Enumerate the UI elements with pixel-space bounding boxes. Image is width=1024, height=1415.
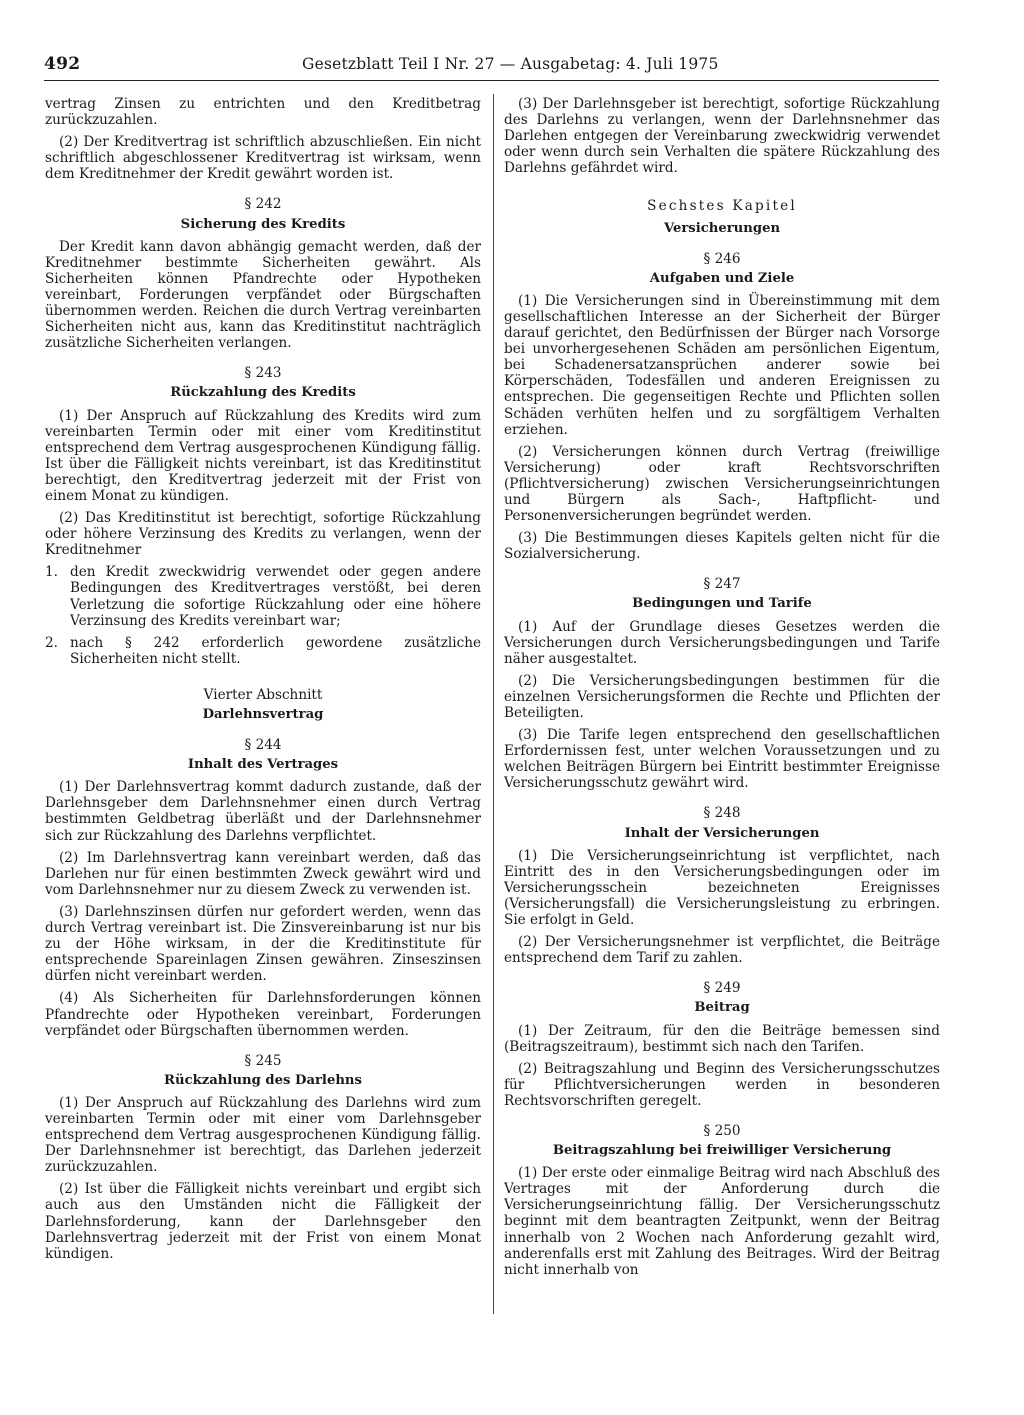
list-text: nach § 242 erforderlich gewordene zusätzliche Sicherheiten nicht stellt. bbox=[70, 634, 481, 667]
paragraph: (2) Der Versicherungsnehmer ist verpflichtet, die Beiträge entsprechend dem Tarif zu zahlen. bbox=[504, 934, 940, 967]
paragraph: (2) Ist über die Fälligkeit nichts vereinbart und ergibt sich auch aus den Umständen nicht die Fälligkeit der Darlehnsforderung, kann der Darlehnsgeber den Darlehnsvertrag jederzeit mit der Frist von einem Monat kündigen. bbox=[45, 1181, 481, 1262]
paragraph: (1) Der Darlehnsvertrag kommt dadurch zustande, daß der Darlehnsgeber dem Darlehnsnehmer einen durch Vertrag bestimmten Geldbetrag überläßt und der Darlehnsnehmer sich zur Rückzahlung des Darlehns verpflichtet. bbox=[45, 779, 481, 844]
section-title: Inhalt der Versicherungen bbox=[624, 825, 820, 841]
section-title: Beitrag bbox=[694, 1000, 750, 1016]
paragraph: (2) Versicherungen können durch Vertrag (freiwillige Versicherung) oder kraft Rechtsvorschriften (Pflichtversicherung) zwischen Versicherungseinrichtungen und Bürgern als Sach-, Haftpflicht- und Personenversicherungen begründet werden. bbox=[504, 443, 940, 525]
header-title: Gesetzblatt Teil I Nr. 27 — Ausgabetag: 4. Juli 1975 bbox=[302, 55, 719, 73]
paragraph: (3) Der Darlehnsgeber ist berechtigt, sofortige Rückzahlung des Darlehns zu verlangen, wenn der Darlehnsnehmer das Darlehen entgegen der Vereinbarung zweckwidrig verwendet oder wenn durch sein Verhalten die spätere Rückzahlung des Darlehns gefährdet wird. bbox=[504, 96, 940, 177]
section-number: § 249 bbox=[703, 980, 741, 997]
section-number: § 246 bbox=[703, 250, 741, 267]
section-number: § 242 bbox=[244, 196, 282, 213]
section-title: Aufgaben und Ziele bbox=[649, 270, 795, 286]
paragraph: (2) Die Versicherungsbedingungen bestimmen für die einzelnen Versicherungsformen die Rechte und Pflichten der Beteiligten. bbox=[504, 672, 940, 721]
section-number: § 243 bbox=[244, 365, 282, 382]
header-rule bbox=[44, 80, 939, 81]
paragraph: (1) Die Versicherungseinrichtung ist verpflichtet, nach Eintritt des in den Versicherungsbedingungen oder im Versicherungsschein bezeichneten Ereignisses (Versicherungsfall) die Versicherungsleistung zu erbringen. Sie erfolgt in Geld. bbox=[504, 847, 940, 929]
section-title: Inhalt des Vertrages bbox=[187, 757, 339, 773]
chapter-title: Versicherungen bbox=[663, 220, 781, 236]
column-divider bbox=[493, 94, 494, 1314]
paragraph: (1) Der erste oder einmalige Beitrag wird nach Abschluß des Vertrages mit der Anforderung durch die Versicherungseinrichtung fällig. Der Versicherungsschutz beginnt mit dem beantragten Zeitpunkt, wenn der Beitrag innerhalb von 2 Wochen nach Anforderung gezahlt wird, anderenfalls erst mit Zahlung des Beitrages. Wird der Beitrag nicht innerhalb von bbox=[504, 1165, 940, 1278]
paragraph: (3) Die Bestimmungen dieses Kapitels gelten nicht für die Sozialversicherung. bbox=[504, 530, 940, 563]
paragraph: (4) Als Sicherheiten für Darlehnsforderungen können Pfandrechte oder Hypotheken vereinbart, Forderungen verpfändet oder Bürgschaften übernommen werden. bbox=[45, 990, 481, 1039]
section-number: § 248 bbox=[703, 805, 741, 822]
page-number: 492 bbox=[44, 54, 81, 74]
section-number: § 245 bbox=[244, 1052, 282, 1069]
section-number: § 247 bbox=[703, 576, 741, 593]
list-number: 2. bbox=[45, 634, 58, 651]
paragraph: (1) Der Zeitraum, für den die Beiträge bemessen sind (Beitragszeitraum), bestimmt sich nach den Tarifen. bbox=[504, 1022, 940, 1055]
section-title: Bedingungen und Tarife bbox=[632, 596, 812, 612]
section-number: § 244 bbox=[244, 737, 282, 754]
section-title: Rückzahlung des Darlehns bbox=[164, 1072, 362, 1088]
right-column bbox=[504, 96, 940, 1284]
list-item bbox=[45, 564, 481, 628]
paragraph: (2) Beitragszahlung und Beginn des Versicherungsschutzes für Pflichtversicherungen werden in besonderen Rechtsvorschriften geregelt. bbox=[504, 1060, 940, 1109]
page-header bbox=[44, 54, 939, 80]
paragraph: (3) Darlehnszinsen dürfen nur gefordert werden, wenn das durch Vertrag vereinbart ist. Die Zinsvereinbarung ist nur bis zu der Höhe wirksam, in der die Kreditinstitute für entsprechende Spareinlagen Zinsen gewähren. Zinseszinsen dürfen nicht vereinbart werden. bbox=[45, 903, 481, 985]
paragraph: (2) Im Darlehnsvertrag kann vereinbart werden, daß das Darlehen nur für einen bestimmten Zweck gewährt wird und vom Darlehnsnehmer nur zu diesem Zweck zu verwenden ist. bbox=[45, 849, 481, 898]
part-heading: Vierter Abschnitt bbox=[203, 686, 323, 703]
paragraph: (2) Der Kreditvertrag ist schriftlich abzuschließen. Ein nicht schriftlich abgeschlossener Kreditvertrag ist wirksam, wenn dem Kreditnehmer der Kredit gewährt worden ist. bbox=[45, 134, 481, 183]
paragraph: (1) Der Anspruch auf Rückzahlung des Kredits wird zum vereinbarten Termin oder mit einer vom Kreditinstitut entsprechend dem Vertrag ausgesprochenen Kündigung fällig. Ist über die Fälligkeit nichts vereinbart, ist das Kreditinstitut berechtigt, den Kreditvertrag jederzeit mit der Frist von einem Monat zu kündigen. bbox=[45, 407, 481, 504]
paragraph: Der Kredit kann davon abhängig gemacht werden, daß der Kreditnehmer bestimmte Sicherheiten gewährt. Als Sicherheiten können Pfandrechte oder Hypotheken vereinbart, Forderungen verpfändet oder Bürgschaften übernommen werden. Reichen die durch Vertrag vereinbarten Sicherheiten nicht aus, kann das Kreditinstitut nachträglich zusätzliche Sicherheiten verlangen. bbox=[45, 238, 481, 352]
part-title: Darlehnsvertrag bbox=[202, 707, 324, 722]
paragraph: (1) Auf der Grundlage dieses Gesetzes werden die Versicherungen durch Versicherungsbedingungen und Tarife näher ausgestaltet. bbox=[504, 618, 940, 667]
section-number: § 250 bbox=[703, 1122, 741, 1139]
paragraph: (1) Die Versicherungen sind in Übereinstimmung mit dem gesellschaftlichen Interesse an der Sicherheit der Bürger darauf gerichtet, den Bedürfnissen der Bürger nach Vorsorge bei unvorhergesehenen Schäden am persönlichen Eigentum, bei Schadenersatzansprüchen anderer sowie bei Körperschäden, Todesfällen und anderen Ereignissen zu entsprechen. Die gegenseitigen Rechte und Pflichten sollen Schäden verhüten helfen und zu sorgfältigem Verhalten erziehen. bbox=[504, 292, 940, 438]
left-column bbox=[45, 96, 481, 1268]
section-title: Rückzahlung des Kredits bbox=[170, 385, 356, 401]
list-number: 1. bbox=[45, 564, 58, 581]
chapter-heading: Sechstes Kapitel bbox=[647, 198, 797, 215]
paragraph: (2) Das Kreditinstitut ist berechtigt, sofortige Rückzahlung oder höhere Verzinsung des Kredits zu verlangen, wenn der Kreditnehmer bbox=[45, 510, 481, 559]
list-item bbox=[45, 635, 481, 667]
section-title: Beitragszahlung bei freiwilliger Versicherung bbox=[552, 1143, 892, 1159]
paragraph: vertrag Zinsen zu entrichten und den Kreditbetrag zurückzuzahlen. bbox=[45, 96, 481, 129]
paragraph: (1) Der Anspruch auf Rückzahlung des Darlehns wird zum vereinbarten Termin oder mit einer vom Darlehnsgeber entsprechend dem Vertrag ausgesprochenen Kündigung fällig. Der Darlehnsnehmer ist berechtigt, das Darlehen jederzeit zurückzuzahlen. bbox=[45, 1094, 481, 1176]
paragraph: (3) Die Tarife legen entsprechend den gesellschaftlichen Erfordernissen fest, unter welchen Voraussetzungen und zu welchen Beiträgen Bürgern bei Eintritt bestimmter Ereignisse Versicherungsschutz gewährt wird. bbox=[504, 727, 940, 792]
section-title: Sicherung des Kredits bbox=[180, 216, 346, 232]
list-text: den Kredit zweckwidrig verwendet oder gegen andere Bedingungen des Kreditvertrages verstößt, bei deren Verletzung die sofortige Rückzahlung oder eine höhere Verzinsung des Kredits vereinbart war; bbox=[70, 564, 481, 629]
